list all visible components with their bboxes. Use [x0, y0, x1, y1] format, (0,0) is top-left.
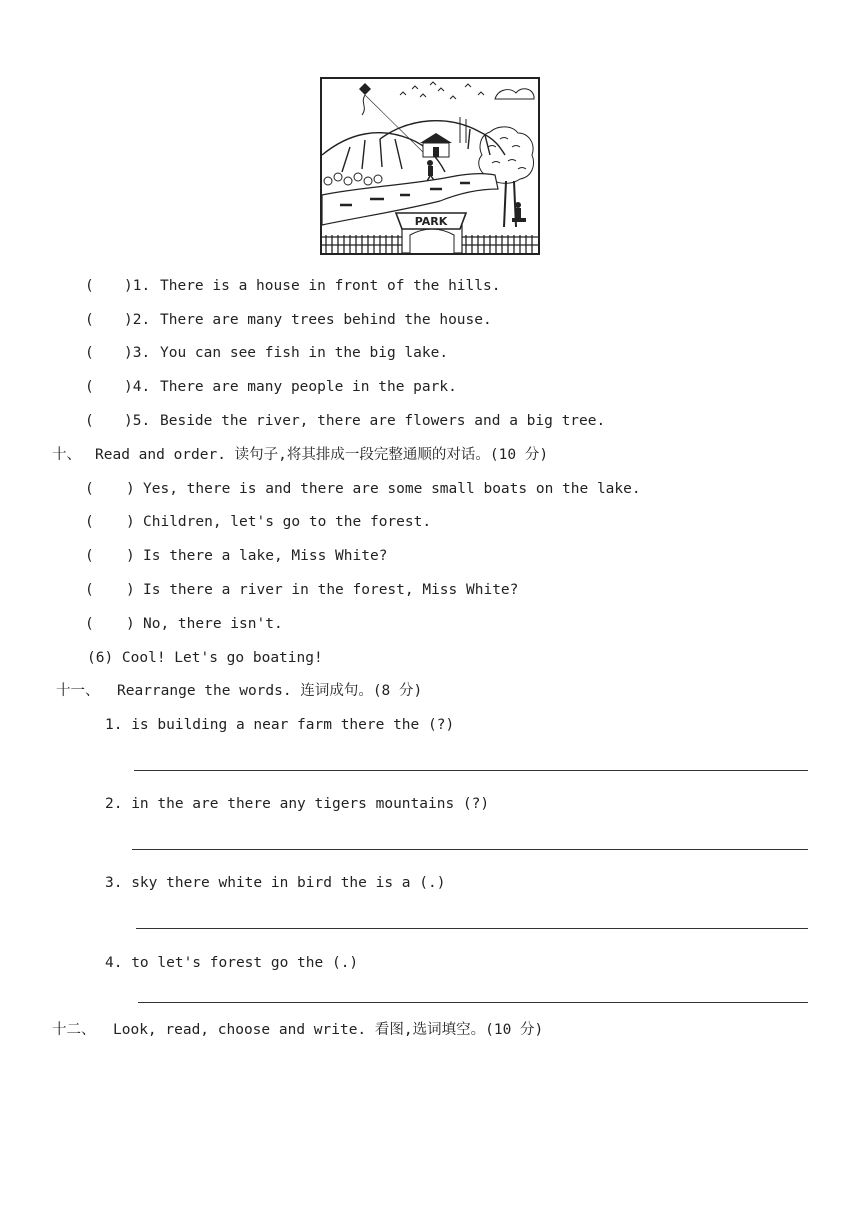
tf-paren-open: (: [85, 345, 94, 361]
order-paren-close: ): [126, 481, 135, 497]
section-12-title: Look, read, choose and write. 看图,选词填空。(10 分): [113, 1022, 544, 1038]
order-text: Is there a river in the forest, Miss White?: [143, 582, 519, 598]
tf-number: )5.: [124, 413, 151, 429]
order-text: Children, let's go to the forest.: [143, 514, 432, 530]
section-11-number: 十一、: [56, 683, 100, 699]
park-scene-illustration: [320, 77, 540, 255]
order-paren-close: ): [126, 582, 135, 598]
tf-text: There are many trees behind the house.: [160, 312, 492, 328]
tf-number: )1.: [124, 278, 151, 294]
tf-text: Beside the river, there are flowers and a big tree.: [160, 413, 606, 429]
tf-paren-open: (: [85, 413, 94, 429]
order-paren-open: (: [85, 514, 94, 530]
section-12-number: 十二、: [52, 1022, 96, 1038]
order-paren-close: ): [126, 548, 135, 564]
order-paren-close: ): [126, 616, 135, 632]
tf-number: )4.: [124, 379, 151, 395]
tf-paren-open: (: [85, 278, 94, 294]
order-paren-open: (: [85, 582, 94, 598]
answer-line[interactable]: [136, 928, 808, 929]
rearrange-item: 2. in the are there any tigers mountains (?): [105, 796, 490, 812]
tf-text: There is a house in front of the hills.: [160, 278, 501, 294]
answer-line[interactable]: [132, 849, 808, 850]
tf-number: )2.: [124, 312, 151, 328]
park-sign-text: PARK: [414, 215, 448, 228]
tf-text: You can see fish in the big lake.: [160, 345, 449, 361]
rearrange-item: 4. to let's forest go the (.): [105, 955, 359, 971]
tf-number: )3.: [124, 345, 151, 361]
tf-text: There are many people in the park.: [160, 379, 457, 395]
order-paren-close: ): [126, 514, 135, 530]
order-text: Yes, there is and there are some small boats on the lake.: [143, 481, 641, 497]
answer-line[interactable]: [134, 770, 808, 771]
order-fixed-line: (6) Cool! Let's go boating!: [87, 650, 323, 666]
tf-paren-open: (: [85, 312, 94, 328]
section-10-number: 十、: [52, 447, 81, 463]
order-text: Is there a lake, Miss White?: [143, 548, 388, 564]
order-text: No, there isn't.: [143, 616, 283, 632]
rearrange-item: 1. is building a near farm there the (?): [105, 717, 455, 733]
rearrange-item: 3. sky there white in bird the is a (.): [105, 875, 446, 891]
section-11-title: Rearrange the words. 连词成句。(8 分): [117, 683, 423, 699]
order-paren-open: (: [85, 616, 94, 632]
answer-line[interactable]: [138, 1002, 808, 1003]
tf-paren-open: (: [85, 379, 94, 395]
order-paren-open: (: [85, 481, 94, 497]
order-paren-open: (: [85, 548, 94, 564]
section-10-title: Read and order. 读句子,将其排成一段完整通顺的对话。(10 分): [95, 447, 549, 463]
